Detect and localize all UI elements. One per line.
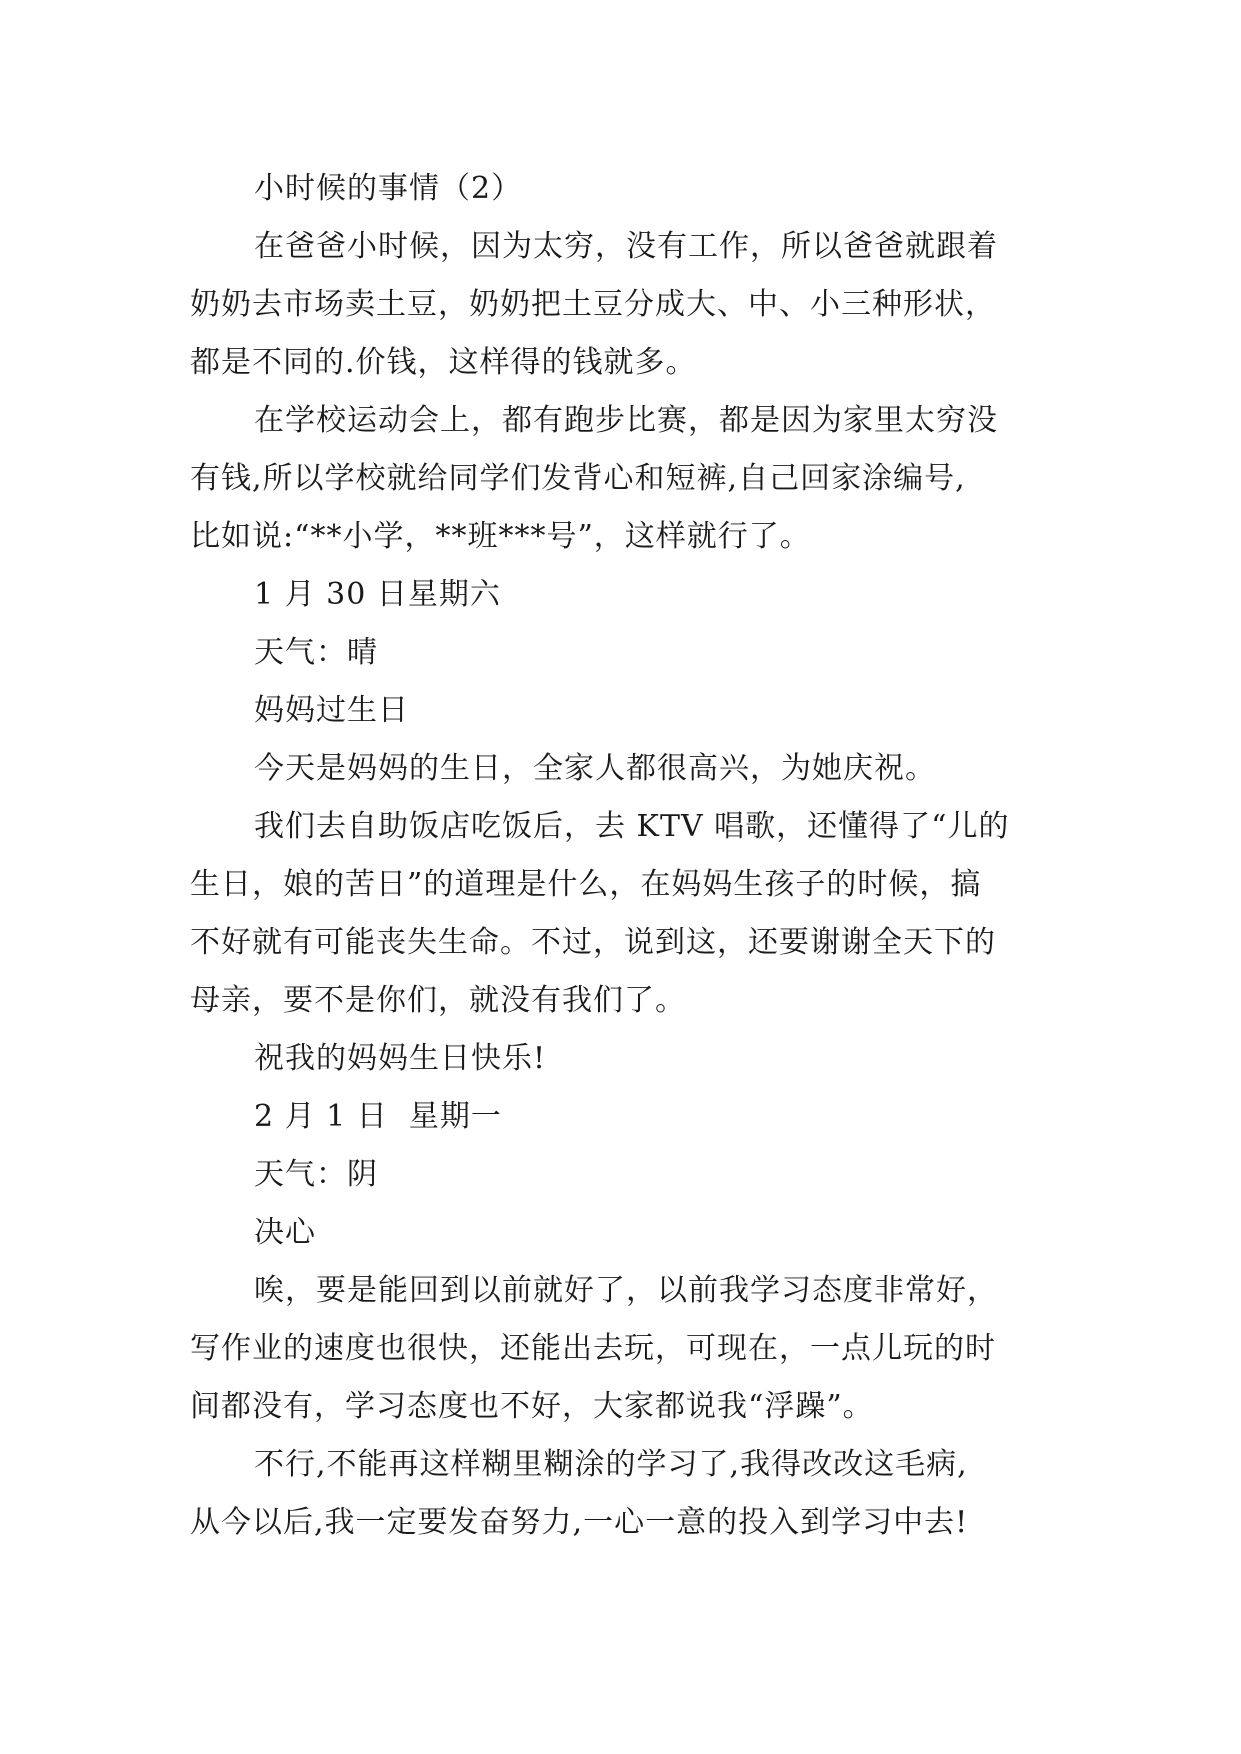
document-title: 小时候的事情（2） <box>254 171 523 206</box>
document-page <box>190 160 1050 1552</box>
diary-weather: 天气：阴 <box>254 1157 378 1192</box>
paragraph-line: 生日，娘的苦日”的道理是什么，在妈妈生孩子的时候，搞 <box>190 867 982 902</box>
diary-entry-title: 决心 <box>254 1215 316 1250</box>
paragraph-line: 都是不同的.价钱，这样得的钱就多。 <box>190 345 697 380</box>
paragraph-line: 奶奶去市场卖土豆，奶奶把土豆分成大、中、小三种形状， <box>190 287 996 322</box>
diary-line: 今天是妈妈的生日，全家人都很高兴，为她庆祝。 <box>254 751 936 786</box>
paragraph-line: 我们去自助饭店吃饭后，去 KTV 唱歌，还懂得了“儿的 <box>254 809 1010 844</box>
paragraph-line: 间都没有，学习态度也不好，大家都说我“浮躁”。 <box>190 1389 874 1424</box>
paragraph-line: 不好就有可能丧失生命。不过，说到这，还要谢谢全天下的 <box>190 925 996 960</box>
paragraph-sports-meet <box>190 392 1050 566</box>
paragraph-dad-childhood <box>190 218 1050 392</box>
paragraph-determination <box>190 1436 1050 1552</box>
paragraph-line: 不行,不能再这样糊里糊涂的学习了,我得改改这毛病, <box>254 1447 968 1482</box>
paragraph-line: 有钱,所以学校就给同学们发背心和短裤,自己回家涂编号, <box>190 461 966 496</box>
paragraph-line: 在爸爸小时候，因为太穷，没有工作，所以爸爸就跟着 <box>254 229 998 264</box>
diary-date: 2 月 1 日 星期一 <box>254 1099 502 1134</box>
paragraph-resolve <box>190 1262 1050 1436</box>
paragraph-birthday <box>190 798 1050 1030</box>
paragraph-line: 唉，要是能回到以前就好了，以前我学习态度非常好， <box>254 1273 998 1308</box>
diary-date: 1 月 30 日星期六 <box>254 577 501 612</box>
paragraph-line: 从今以后,我一定要发奋努力,一心一意的投入到学习中去! <box>190 1505 969 1540</box>
paragraph-line: 写作业的速度也很快，还能出去玩，可现在，一点儿玩的时 <box>190 1331 996 1366</box>
diary-weather: 天气：晴 <box>254 635 378 670</box>
diary-line: 祝我的妈妈生日快乐! <box>254 1041 547 1076</box>
paragraph-line: 在学校运动会上，都有跑步比赛，都是因为家里太穷没 <box>254 403 998 438</box>
diary-entry-title: 妈妈过生日 <box>254 693 409 728</box>
paragraph-line: 比如说:“**小学，**班***号”，这样就行了。 <box>190 519 811 554</box>
paragraph-line: 母亲，要不是你们，就没有我们了。 <box>190 983 686 1018</box>
